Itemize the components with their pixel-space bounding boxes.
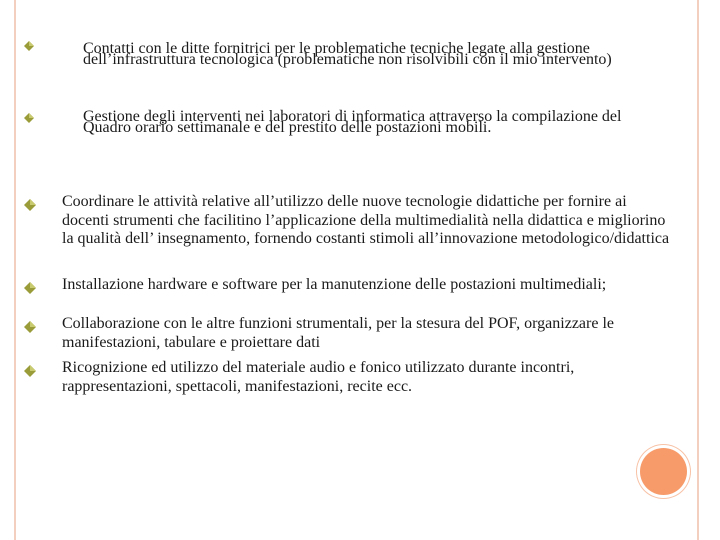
diamond-bullet-icon — [24, 113, 36, 125]
diamond-bullet-icon — [24, 365, 36, 377]
list-item: Contatti con le ditte fornitrici per le problematiche tecniche legate alla gestione dell’infrastruttura tecnologica (problematiche non risolvibili con il mio intervento) — [83, 40, 612, 68]
decorative-circle — [640, 448, 687, 495]
list-item: Collaborazione con le altre funzioni strumentali, per la stesura del POF, organizzare le manifestazioni, tabulare e proiettare dati — [62, 315, 615, 351]
list-item: Coordinare le attività relative all’utilizzo delle nuove tecnologie didattiche per fornire ai docenti strumenti che facilitino l’applicazione della multimedialità nella didattica e migliorino la qualità dell’ insegnamento, fornendo costanti stimoli all’innovazione metodologico/didattica — [62, 193, 670, 247]
diamond-bullet-icon — [24, 282, 36, 294]
list-item: Installazione hardware e software per la manutenzione delle postazioni multimediali; — [62, 276, 607, 293]
slide-frame — [14, 0, 699, 540]
list-item: Ricognizione ed utilizzo del materiale audio e fonico utilizzato durante incontri, rappresentazioni, spettacoli, manifestazioni, recite ecc. — [62, 359, 575, 395]
diamond-bullet-icon — [24, 199, 36, 211]
diamond-bullet-icon — [24, 321, 36, 333]
diamond-bullet-icon — [24, 41, 36, 53]
list-item: Gestione degli interventi nei laboratori di informatica attraverso la compilazione del Quadro orario settimanale e del prestito delle postazioni mobili. — [83, 108, 622, 136]
